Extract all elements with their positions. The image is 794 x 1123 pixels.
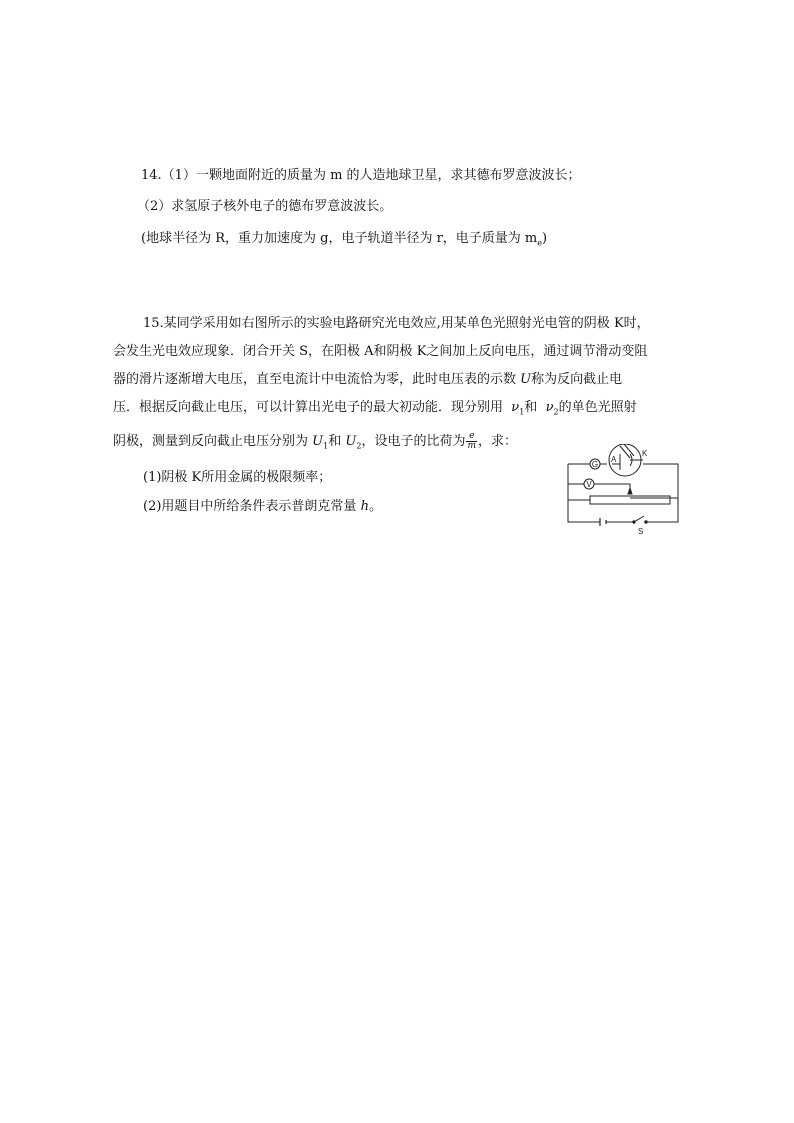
q15-subq2-a: (2)用题目中所给条件表示普朗克常量 — [143, 499, 357, 514]
q15-line5-c: ，设电子的比荷为 — [361, 434, 466, 449]
circuit-diagram — [562, 444, 686, 536]
q14-line1: 14.（1）一颗地面附近的质量为 m 的人造地球卫星，求其德布罗意波波长； — [141, 168, 581, 183]
q14-line2: （2）求氢原子核外电子的德布罗意波波长。 — [137, 199, 393, 214]
q15-line3-var: U — [520, 372, 532, 387]
nu-1: ν — [511, 400, 520, 415]
galvanometer-label: G — [591, 460, 599, 469]
battery-icon — [600, 518, 606, 526]
q15-line4-a: 压．根据反向截止电压，可以计算出光电子的最大初动能．现分别用 — [113, 400, 504, 415]
q15-subq2 — [143, 499, 382, 515]
nu-2: ν — [545, 400, 554, 415]
q14-line3-text: (地球半径为 R，重力加速度为 g，电子轨道半径为 r，电子质量为 m — [141, 231, 538, 246]
q15-line2: 会发生光电效应现象．闭合开关 S，在阳极 A和阴极 K之间加上反向电压，通过调节滑动变阻 — [113, 344, 648, 359]
q14-line3-end: ) — [542, 231, 548, 246]
q15-line4 — [113, 400, 637, 421]
switch-contact-right — [645, 521, 647, 523]
frac-denominator: m — [467, 441, 476, 451]
u-1-sub: 1 — [323, 441, 329, 451]
q15-line3-text: 器的滑片逐渐增大电压，直至电流计中电流恰为零，此时电压表的示数 — [113, 372, 517, 387]
u-1: U — [312, 434, 324, 449]
nu-1-sub: 1 — [519, 407, 525, 417]
u-2: U — [345, 434, 357, 449]
q15-line3-end: 称为反向截止电 — [531, 372, 623, 387]
rheostat — [590, 496, 670, 504]
q15-line5-d: ，求： — [478, 434, 518, 449]
left-wire — [568, 464, 634, 522]
planck-h: h — [360, 499, 369, 514]
anode-label: A — [611, 455, 617, 464]
charge-mass-ratio — [466, 432, 477, 451]
switch-icon — [634, 516, 644, 522]
cathode-label: K — [642, 449, 648, 458]
frac-numerator: e — [466, 432, 477, 442]
slider-arrow-icon — [628, 488, 632, 494]
voltmeter-wire — [568, 484, 630, 492]
q15-subq2-b: 。 — [368, 499, 382, 514]
q15-subq1: (1)阴极 K所用金属的极限频率； — [143, 470, 332, 485]
q15-line4-b: 和 — [524, 400, 538, 415]
q15-line4-c: 的单色光照射 — [558, 400, 637, 415]
nu-2-sub: 2 — [553, 407, 559, 417]
q15-line1: 15.某同学采用如右图所示的实验电路研究光电效应,用某单色光照射光电管的阴极 K时， — [143, 316, 650, 331]
q15-line5-a: 阴极，测量到反向截止电压分别为 — [113, 434, 309, 449]
q15-line5 — [113, 432, 517, 455]
voltmeter-label: V — [586, 480, 592, 489]
q15-line3 — [113, 372, 622, 388]
u-2-sub: 2 — [356, 441, 362, 451]
q15-line5-b: 和 — [328, 434, 342, 449]
q14-line3-sub: e — [537, 238, 542, 248]
bottom-right-wire — [646, 498, 678, 522]
q14-line3 — [141, 231, 547, 252]
switch-label: S — [638, 527, 644, 536]
